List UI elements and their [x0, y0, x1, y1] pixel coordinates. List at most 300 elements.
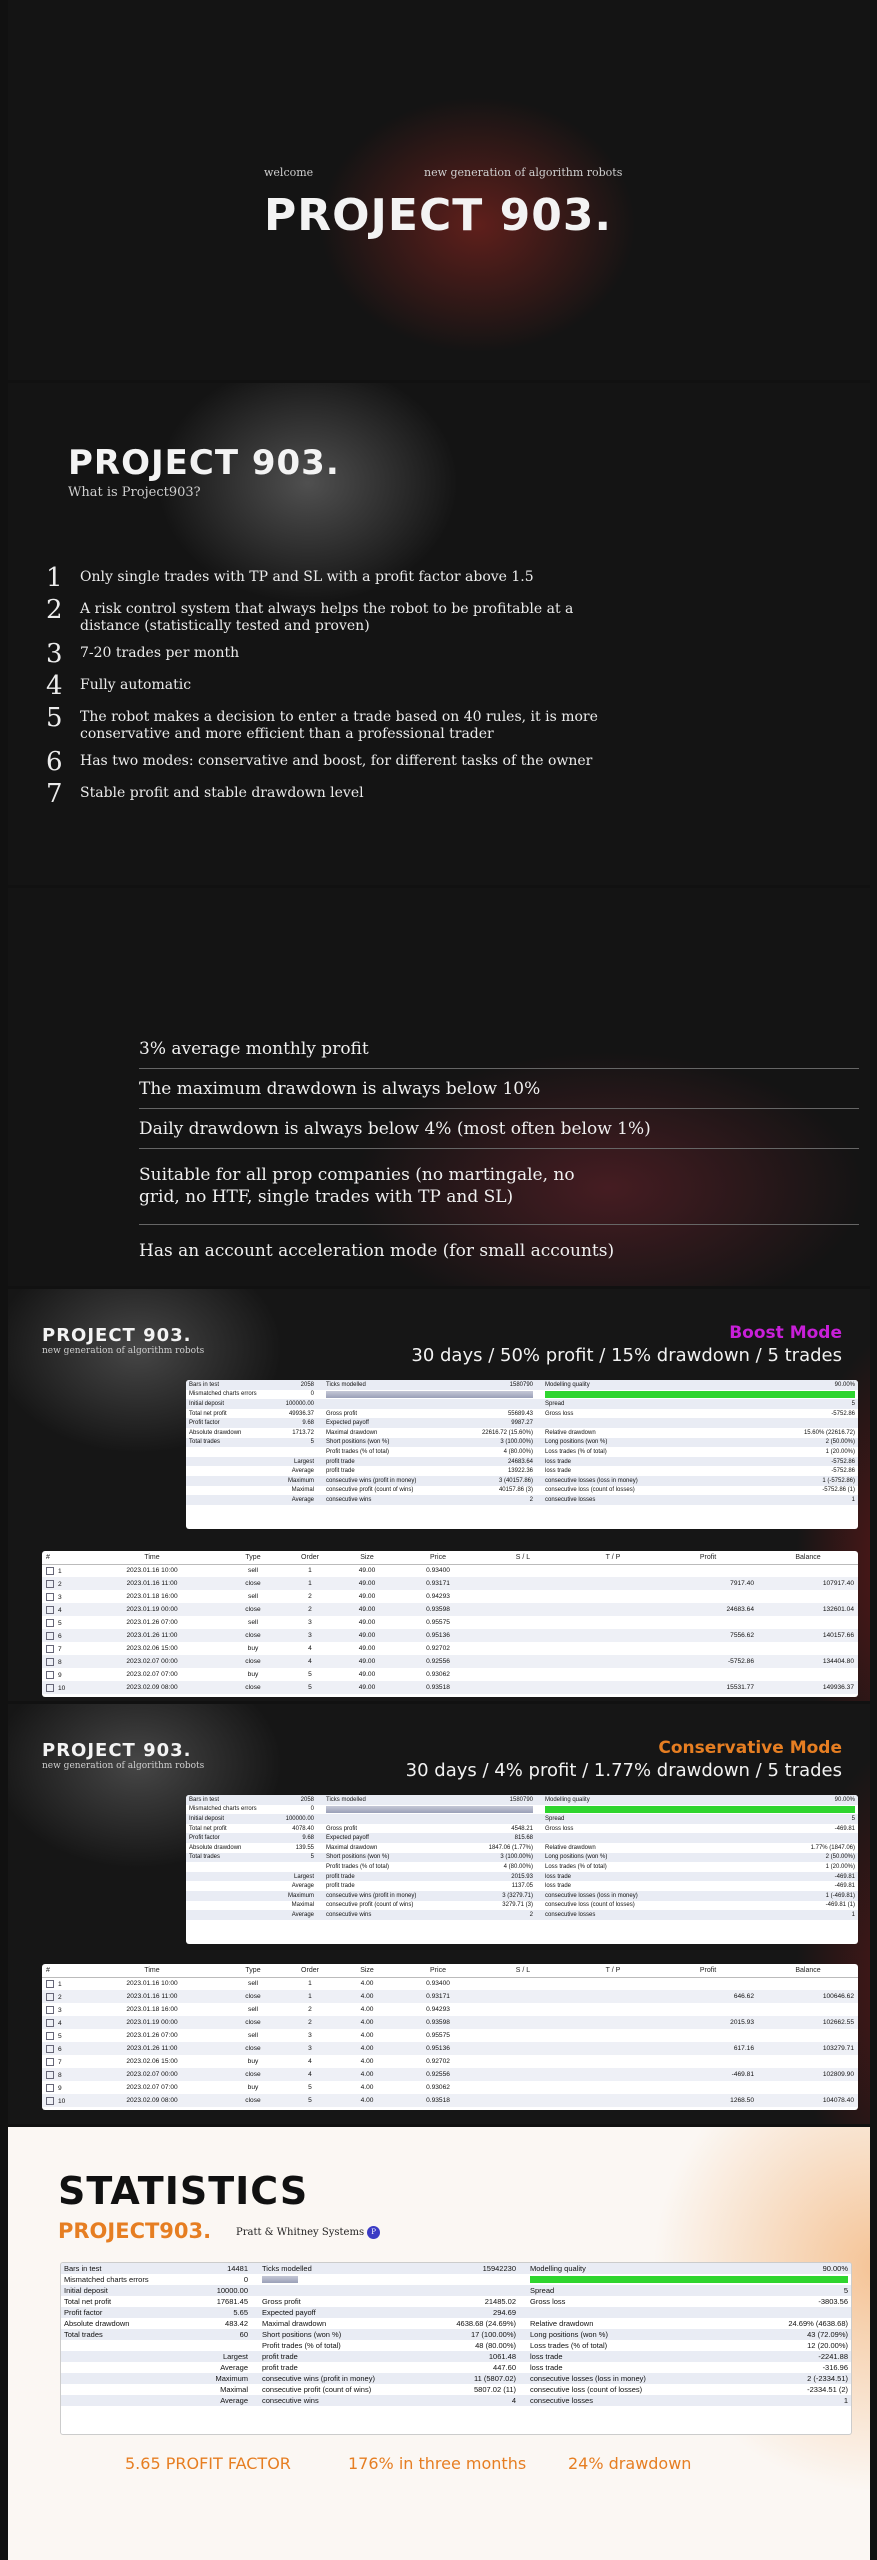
report-cell — [42, 1629, 82, 1642]
report-cell — [42, 2068, 82, 2081]
boost-title: PROJECT 903. — [42, 1325, 192, 1346]
report-cell — [478, 1655, 568, 1668]
feature-number: 7 — [46, 779, 63, 809]
feature-item — [46, 781, 636, 807]
report-cell: 2 (50.00%) — [682, 1438, 858, 1448]
trade-balance: 103279.71 — [758, 2042, 858, 2055]
trade-size: 49.00 — [358, 1671, 376, 1678]
report-cell — [42, 1668, 82, 1681]
trade-type: sell — [248, 1593, 258, 1600]
report-cell — [478, 1564, 568, 1577]
report-cell — [478, 1977, 568, 1990]
trade-order: 4 — [308, 2058, 312, 2065]
report-cell: Expected payoff — [323, 1418, 443, 1428]
trade-time: 2023.01.26 11:00 — [82, 2042, 222, 2055]
trade-type-icon — [46, 1593, 54, 1601]
report-cell: 5 — [677, 2285, 851, 2296]
trade-type-icon — [46, 1658, 54, 1666]
report-cell: profit trade — [323, 1872, 443, 1882]
report-cell — [519, 2263, 527, 2274]
report-cell: 3 (3279.71) — [443, 1891, 536, 1901]
report-cell — [323, 1390, 536, 1400]
trade-type-icon — [46, 1619, 54, 1627]
column-header: Order — [284, 1964, 336, 1977]
trade-time: 2023.01.26 07:00 — [126, 2032, 178, 2039]
trade-balance: 107917.40 — [758, 1577, 858, 1590]
trade-type: close — [222, 2016, 284, 2029]
report-cell — [251, 2285, 259, 2296]
trade-row — [42, 2003, 858, 2016]
trade-balance: 104078.40 — [758, 2094, 858, 2107]
hero-tagline: new generation of algorithm robots — [424, 166, 623, 179]
report-cell: 1137.05 — [511, 1883, 533, 1890]
report-cell — [42, 2081, 82, 2094]
feature-text: Has two modes: conservative and boost, for different tasks of the owner — [80, 753, 593, 769]
column-header: T / P — [568, 1964, 658, 1977]
trade-balance: 140157.66 — [758, 1629, 858, 1642]
trade-number: 3 — [58, 1593, 62, 1601]
report-cell: 2 — [443, 1910, 536, 1920]
trade-time: 2023.01.16 10:00 — [126, 1567, 178, 1575]
report-cell: consecutive profit (count of wins) — [326, 1487, 414, 1494]
trade-number: 4 — [58, 1606, 62, 1614]
report-cell: consecutive loss (count of losses) — [530, 2385, 643, 2394]
report-cell: 3 (100.00%) — [443, 1438, 536, 1448]
report-cell: -5752.86 — [831, 1468, 855, 1475]
report-cell: Loss trades (% of total) — [545, 1448, 607, 1455]
about-title: PROJECT 903. — [68, 443, 340, 483]
report-cell: consecutive loss (count of losses) — [545, 1487, 635, 1494]
feature-text: 7-20 trades per month — [80, 645, 240, 661]
boost-report-panel — [186, 1380, 858, 1529]
report-cell: 5.65 — [171, 2307, 251, 2318]
report-cell: -469.81 (1) — [825, 1902, 855, 1909]
report-cell — [323, 1399, 443, 1409]
summary-item: 3% average monthly profit — [139, 1038, 859, 1069]
report-cell: 1713.72 — [292, 1429, 314, 1436]
report-cell: 1580790 — [443, 1795, 536, 1805]
report-cell: Maximum — [186, 1891, 317, 1901]
report-cell — [519, 2307, 527, 2318]
trade-order: 2 — [284, 2016, 336, 2029]
trade-order: 4 — [308, 1645, 312, 1652]
trade-time: 2023.01.19 00:00 — [82, 1603, 222, 1616]
trade-number: 6 — [58, 2045, 62, 2053]
trade-order: 1 — [308, 1980, 312, 1988]
trade-size: 4.00 — [360, 2006, 374, 2013]
report-cell — [568, 1629, 658, 1642]
partner-name: Pratt & Whitney Systems — [236, 2227, 365, 2238]
report-cell — [251, 2318, 259, 2329]
report-cell — [568, 1577, 658, 1590]
conservative-subtitle: new generation of algorithm robots — [42, 1761, 205, 1771]
report-cell: 21485.02 — [484, 2297, 516, 2306]
report-cell: 4 (80.00%) — [503, 1863, 533, 1870]
column-header: Balance — [758, 1964, 858, 1977]
trade-type: close — [222, 1990, 284, 2003]
report-cell: 14481 — [171, 2263, 251, 2274]
trade-profit: 7917.40 — [658, 1577, 758, 1590]
trade-type: buy — [247, 2058, 259, 2065]
trade-price: 0.93598 — [398, 1603, 478, 1616]
report-cell: 55689.43 — [507, 1410, 533, 1417]
report-cell — [251, 2296, 259, 2307]
report-cell — [42, 2003, 82, 2016]
trade-order: 5 — [284, 2094, 336, 2107]
trade-type: close — [222, 1603, 284, 1616]
report-cell: Total trades — [61, 2329, 171, 2340]
report-cell: -5752.86 — [682, 1457, 858, 1467]
report-cell: consecutive profit (count of wins) — [326, 1902, 414, 1909]
report-cell: loss trade — [542, 1872, 682, 1882]
trade-row — [42, 2042, 858, 2055]
trade-profit — [658, 1590, 758, 1603]
report-cell: -5752.86 — [831, 1410, 855, 1417]
report-cell — [519, 2285, 527, 2296]
report-cell: Loss trades (% of total) — [530, 2341, 608, 2350]
report-cell: Maximal drawdown — [262, 2319, 327, 2328]
report-cell: Loss trades (% of total) — [545, 1863, 607, 1870]
trade-size: 49.00 — [336, 1655, 398, 1668]
report-cell: Modelling quality — [527, 2263, 677, 2274]
trade-type: sell — [248, 1980, 258, 1988]
report-cell: 815.68 — [443, 1833, 536, 1843]
trade-balance: 102809.90 — [758, 2068, 858, 2081]
trade-size: 49.00 — [336, 1681, 398, 1694]
trade-balance: 102662.55 — [758, 2016, 858, 2029]
trade-row — [42, 1977, 858, 1990]
report-cell — [568, 1681, 658, 1694]
report-cell: loss trade — [545, 1468, 572, 1475]
report-cell: Long positions (won %) — [542, 1853, 682, 1863]
report-cell: consecutive loss (count of losses) — [545, 1902, 635, 1909]
trade-type: close — [222, 1681, 284, 1694]
trade-price: 0.94293 — [426, 2006, 450, 2013]
trade-size: 49.00 — [336, 1577, 398, 1590]
report-cell — [323, 1805, 536, 1815]
trade-price: 0.93062 — [426, 1671, 450, 1678]
report-cell — [519, 2340, 527, 2351]
ticks-progress-bar — [326, 1806, 533, 1813]
report-cell: consecutive losses — [542, 1910, 682, 1920]
report-cell — [519, 2296, 527, 2307]
quality-progress-bar — [530, 2276, 848, 2283]
trade-row — [42, 1603, 858, 1616]
trade-size: 4.00 — [336, 2016, 398, 2029]
boost-trades-table — [42, 1551, 858, 1694]
trade-order: 4 — [284, 1655, 336, 1668]
feature-text: Stable profit and stable drawdown level — [80, 785, 364, 801]
report-cell: 3 (40157.86) — [443, 1476, 536, 1486]
column-header: Size — [336, 1551, 398, 1564]
feature-number: 5 — [46, 703, 63, 733]
boost-mode-section — [8, 1289, 870, 1701]
kpi-profit-factor: 5.65 PROFIT FACTOR — [125, 2454, 291, 2473]
report-cell — [568, 1990, 658, 2003]
report-cell — [251, 2274, 259, 2285]
report-cell: Expected payoff — [323, 1833, 443, 1843]
trade-type-icon — [46, 1671, 54, 1679]
report-cell: -469.81 — [834, 1825, 855, 1832]
trade-order: 1 — [284, 1990, 336, 2003]
report-cell: Total trades — [186, 1853, 276, 1863]
trade-order: 3 — [284, 2042, 336, 2055]
report-cell — [568, 2029, 658, 2042]
trade-type-icon — [46, 2058, 54, 2066]
column-header: Price — [398, 1964, 478, 1977]
trade-number: 2 — [58, 1993, 62, 2001]
trade-time: 2023.01.16 11:00 — [82, 1577, 222, 1590]
report-cell: 2058 — [276, 1795, 317, 1805]
report-cell — [251, 2373, 259, 2384]
report-cell: Modelling quality — [542, 1380, 682, 1390]
report-cell: profit trade — [326, 1468, 355, 1475]
report-cell: Maximal — [291, 1902, 314, 1909]
trade-price: 0.94293 — [426, 1593, 450, 1600]
report-cell: Mismatched charts errors — [189, 1806, 257, 1813]
report-cell — [42, 1681, 82, 1694]
trade-balance: 132601.04 — [758, 1603, 858, 1616]
trade-size: 4.00 — [360, 2084, 374, 2091]
trade-time: 2023.02.09 08:00 — [82, 2094, 222, 2107]
report-cell — [568, 1655, 658, 1668]
report-cell — [443, 1399, 536, 1409]
report-cell — [677, 2307, 851, 2318]
report-cell: -2241.88 — [677, 2351, 851, 2362]
report-cell: 100000.00 — [276, 1399, 317, 1409]
report-cell — [42, 1590, 82, 1603]
report-cell — [259, 2285, 419, 2296]
trade-row — [42, 1577, 858, 1590]
trade-price: 0.92556 — [398, 2068, 478, 2081]
trade-price: 0.93518 — [398, 2094, 478, 2107]
trade-time: 2023.02.07 07:00 — [126, 2084, 178, 2091]
report-cell: Relative drawdown — [545, 1844, 596, 1851]
trade-profit: 7556.62 — [658, 1629, 758, 1642]
feature-number: 2 — [46, 595, 63, 625]
feature-text: Only single trades with TP and SL with a profit factor above 1.5 — [80, 569, 534, 585]
report-cell — [478, 2094, 568, 2107]
report-cell: Largest — [186, 1457, 317, 1467]
report-cell: profit trade — [259, 2351, 419, 2362]
report-cell — [519, 2373, 527, 2384]
hero-welcome: welcome — [264, 166, 314, 179]
column-header: T / P — [568, 1551, 658, 1564]
report-cell: Short positions (won %) — [259, 2329, 419, 2340]
report-cell: -5752.86 (1) — [822, 1487, 855, 1494]
report-cell — [251, 2263, 259, 2274]
report-cell — [478, 1603, 568, 1616]
conservative-report-table — [186, 1795, 858, 1920]
trade-type-icon — [46, 1993, 54, 2001]
report-cell — [478, 2003, 568, 2016]
trade-time: 2023.01.16 11:00 — [82, 1990, 222, 2003]
trade-type: sell — [248, 1619, 258, 1626]
statistics-brand: PROJECT903. — [58, 2219, 212, 2243]
feature-number: 4 — [46, 671, 63, 701]
column-header: # — [42, 1964, 82, 1977]
trade-price: 0.93062 — [426, 2084, 450, 2091]
report-cell: Spread — [542, 1399, 682, 1409]
feature-text: A risk control system that always helps the robot to be profitable at a distance (statistically tested and proven) — [80, 601, 574, 634]
report-cell: consecutive losses (loss in money) — [542, 1891, 682, 1901]
trade-price: 0.92702 — [426, 2058, 450, 2065]
report-cell: 4638.68 (24.69%) — [456, 2319, 516, 2328]
feature-text: Fully automatic — [80, 677, 192, 693]
report-cell: Absolute drawdown — [189, 1429, 242, 1436]
report-cell: Spread — [542, 1814, 682, 1824]
report-cell: Gross loss — [530, 2297, 566, 2306]
trade-balance — [758, 2029, 858, 2042]
trade-type-icon — [46, 1645, 54, 1653]
report-cell — [276, 1862, 317, 1872]
trade-balance: 149936.37 — [758, 1681, 858, 1694]
trade-type-icon — [46, 1567, 54, 1575]
trade-type-icon — [46, 1632, 54, 1640]
column-header: Type — [222, 1964, 284, 1977]
report-cell: Largest — [186, 1872, 317, 1882]
report-cell: consecutive losses (loss in money) — [527, 2373, 677, 2384]
column-header: S / L — [478, 1964, 568, 1977]
report-cell: -469.81 — [682, 1872, 858, 1882]
trade-number: 6 — [58, 1632, 62, 1640]
report-cell — [478, 1990, 568, 2003]
trade-row — [42, 1668, 858, 1681]
report-cell: Spread — [527, 2285, 677, 2296]
report-cell: 15.60% (22616.72) — [803, 1429, 855, 1436]
trade-size: 49.00 — [358, 1567, 376, 1575]
report-cell — [568, 2068, 658, 2081]
trade-balance — [758, 1564, 858, 1577]
trade-time: 2023.02.06 15:00 — [126, 1645, 178, 1652]
report-cell: Profit trades (% of total) — [326, 1448, 390, 1455]
report-cell: Average — [220, 2363, 248, 2372]
hero-section — [8, 0, 870, 380]
report-cell: -469.81 — [834, 1883, 855, 1890]
trade-size: 4.00 — [360, 2032, 374, 2039]
trade-order: 3 — [308, 2032, 312, 2039]
report-cell: Profit factor — [61, 2307, 171, 2318]
trade-row — [42, 2055, 858, 2068]
report-cell: 24683.64 — [443, 1457, 536, 1467]
report-cell — [276, 1447, 317, 1457]
trade-row — [42, 2081, 858, 2094]
report-cell: consecutive wins — [259, 2395, 419, 2406]
report-cell — [186, 1862, 276, 1872]
report-cell — [478, 2029, 568, 2042]
trade-time: 2023.01.26 11:00 — [82, 1629, 222, 1642]
column-header: Type — [222, 1551, 284, 1564]
summary-item: Daily drawdown is always below 4% (most often below 1%) — [139, 1118, 859, 1149]
trade-type: sell — [248, 2006, 258, 2013]
report-cell — [478, 2016, 568, 2029]
report-cell — [519, 2384, 527, 2395]
report-cell — [251, 2395, 259, 2406]
conservative-trades-panel — [42, 1964, 858, 2110]
trade-size: 4.00 — [336, 2042, 398, 2055]
report-cell: consecutive losses — [527, 2395, 677, 2406]
boost-trades-panel — [42, 1551, 858, 1697]
trade-price: 0.92702 — [426, 1645, 450, 1652]
trade-time: 2023.02.07 00:00 — [82, 2068, 222, 2081]
report-cell: 4 — [419, 2395, 519, 2406]
feature-item — [46, 749, 636, 775]
trade-price: 0.95136 — [398, 2042, 478, 2055]
ticks-progress-bar — [262, 2276, 298, 2283]
report-cell: Expected payoff — [259, 2307, 419, 2318]
report-cell — [568, 1603, 658, 1616]
report-cell: 2 (-2334.51) — [677, 2373, 851, 2384]
report-cell — [568, 1668, 658, 1681]
trade-order: 5 — [308, 2084, 312, 2091]
report-cell: 60 — [171, 2329, 251, 2340]
trade-number: 3 — [58, 2006, 62, 2014]
report-cell: Profit factor — [186, 1418, 276, 1428]
report-cell: 5807.02 (11) — [474, 2385, 516, 2394]
report-cell: 1847.06 (1.77%) — [488, 1844, 533, 1851]
column-header: S / L — [478, 1551, 568, 1564]
report-cell — [568, 2094, 658, 2107]
trade-balance — [758, 2081, 858, 2094]
trade-order: 1 — [308, 1567, 312, 1575]
report-cell: 17681.45 — [216, 2297, 248, 2306]
report-cell — [568, 1616, 658, 1629]
report-cell — [478, 1629, 568, 1642]
column-header: # — [42, 1551, 82, 1564]
conservative-mode-label: Conservative Mode — [658, 1738, 842, 1758]
trade-number: 5 — [58, 2032, 62, 2040]
feature-item — [46, 641, 636, 667]
report-cell: 90.00% — [677, 2263, 851, 2274]
trade-balance: 100646.62 — [758, 1990, 858, 2003]
statistics-title: STATISTICS — [58, 2169, 309, 2213]
report-cell — [42, 2042, 82, 2055]
trade-profit — [658, 2029, 758, 2042]
trade-balance — [758, 1590, 858, 1603]
report-cell: 9.68 — [276, 1418, 317, 1428]
trade-price: 0.93400 — [426, 1980, 450, 1988]
report-cell: 100000.00 — [276, 1814, 317, 1824]
trade-order: 1 — [284, 1577, 336, 1590]
trade-balance — [758, 2055, 858, 2068]
report-cell — [519, 2274, 527, 2285]
report-cell: profit trade — [326, 1883, 355, 1890]
trade-row — [42, 2094, 858, 2107]
trade-type: buy — [247, 1671, 259, 1678]
conservative-headline: 30 days / 4% profit / 1.77% drawdown / 5 trades — [405, 1760, 842, 1781]
report-cell: Short positions (won %) — [323, 1853, 443, 1863]
trade-type: sell — [248, 1567, 258, 1575]
report-cell: Maximum — [61, 2373, 251, 2384]
report-cell: consecutive wins (profit in money) — [259, 2373, 419, 2384]
report-cell: Average — [186, 1495, 317, 1505]
report-cell — [42, 2094, 82, 2107]
trade-type-icon — [46, 1980, 54, 1988]
summary-divider — [139, 1224, 859, 1225]
report-cell — [519, 2351, 527, 2362]
report-cell: Maximum — [186, 1476, 317, 1486]
report-cell: Total trades — [186, 1438, 276, 1448]
trade-number: 7 — [58, 2058, 62, 2066]
partner-logo-icon: P — [367, 2226, 380, 2239]
report-cell: Gross profit — [326, 1410, 358, 1417]
quality-progress-bar — [545, 1806, 855, 1813]
trade-type-icon — [46, 2019, 54, 2027]
report-cell: Gross profit — [262, 2297, 301, 2306]
trade-number: 9 — [58, 2084, 62, 2092]
report-cell: Bars in test — [61, 2263, 171, 2274]
report-cell: Ticks modelled — [323, 1795, 443, 1805]
